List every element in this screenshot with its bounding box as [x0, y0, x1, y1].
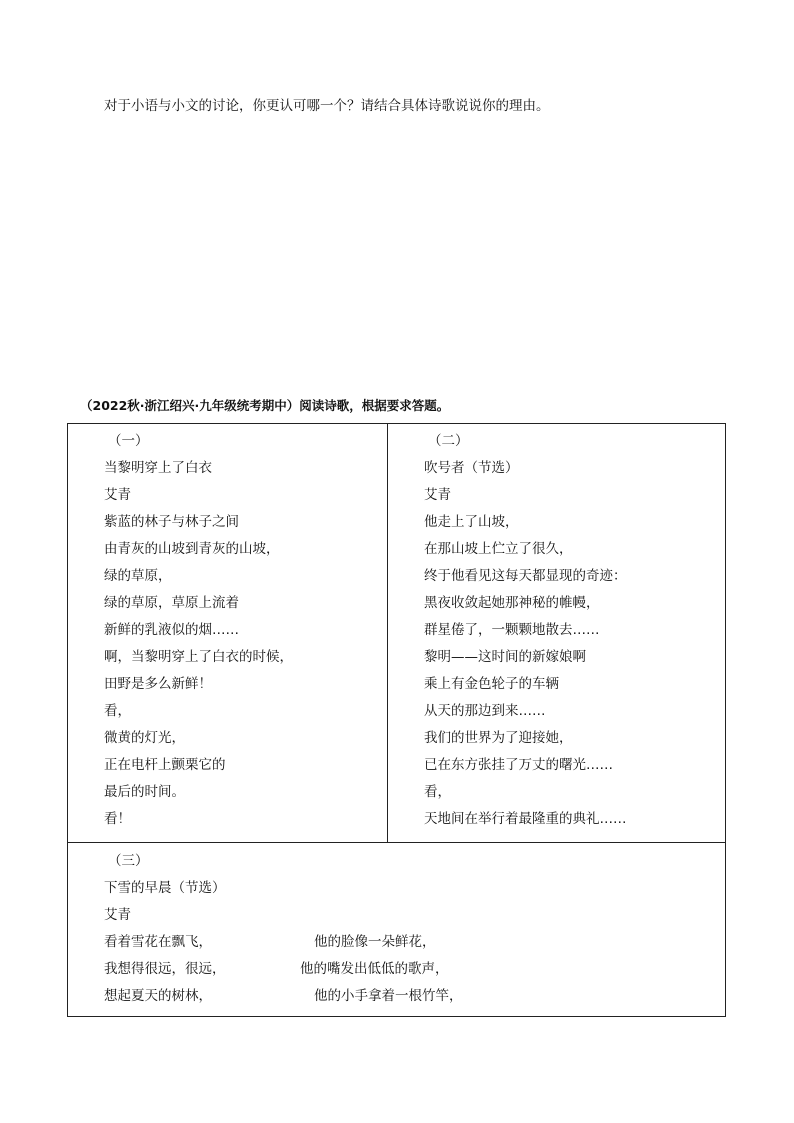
- poem-3-row: [104, 956, 704, 983]
- poem-3-row: [104, 983, 704, 1010]
- poem-line: 天地间在举行着最隆重的典礼……: [424, 811, 627, 827]
- poem-line: 新鲜的乳液似的烟……: [104, 622, 239, 638]
- poem-1-cell: [104, 428, 293, 833]
- poem-1-number: （一）: [108, 433, 149, 449]
- poem-line: 看，: [424, 784, 451, 800]
- poem-line: 我们的世界为了迎接她，: [424, 730, 573, 746]
- poem-line: 在那山坡上伫立了很久，: [424, 541, 573, 557]
- poem-line: 黎明——这时间的新嫁娘啊: [424, 649, 586, 665]
- poem-line: 正在电杆上颤栗它的: [104, 757, 226, 773]
- poem-line: 最后的时间。: [104, 784, 185, 800]
- poem-line: 微黄的灯光，: [104, 730, 185, 746]
- poem-line: 终于他看见这每天都显现的奇迹：: [424, 568, 627, 584]
- source-heading: （2022秋·浙江绍兴·九年级统考期中）阅读诗歌，根据要求答题。: [80, 398, 450, 413]
- poem-line: 乘上有金色轮子的车辆: [424, 676, 559, 692]
- poem-line: 从天的那边到来……: [424, 703, 546, 719]
- poem-line: 已在东方张挂了万丈的曙光……: [424, 757, 613, 773]
- poem-line: 他的嘴发出低低的歌声，: [300, 961, 449, 977]
- poem-line: 由青灰的山坡到青灰的山坡，: [104, 541, 280, 557]
- poem-3-title: 下雪的早晨（节选）: [104, 880, 226, 896]
- poem-table: [67, 423, 726, 1017]
- poem-line: 看，: [104, 703, 131, 719]
- poem-line: 看着雪花在飘飞，: [104, 934, 212, 950]
- poem-line: 绿的草原，草原上流着: [104, 595, 239, 611]
- poem-3-cell: [104, 848, 704, 1010]
- poem-line: 啊，当黎明穿上了白衣的时候，: [104, 649, 293, 665]
- poem-line: 他的脸像一朵鲜花，: [314, 934, 436, 950]
- poem-line: 黑夜收敛起她那神秘的帷幔，: [424, 595, 600, 611]
- poem-line: 想起夏天的树林，: [104, 988, 212, 1004]
- poem-2-cell: [424, 428, 627, 833]
- poem-line: 他的小手拿着一根竹竿，: [314, 988, 463, 1004]
- vertical-divider: [387, 424, 388, 842]
- poem-line: 他走上了山坡，: [424, 514, 519, 530]
- poem-3-number: （三）: [108, 853, 149, 869]
- poem-line: 紫蓝的林子与林子之间: [104, 514, 239, 530]
- poem-1-title: 当黎明穿上了白衣: [104, 460, 212, 476]
- poem-2-title: 吹号者（节选）: [424, 460, 519, 476]
- poem-line: 看！: [104, 811, 131, 827]
- poem-3-author: 艾青: [104, 907, 131, 923]
- poem-3-row: [104, 929, 704, 956]
- question-text: 对于小语与小文的讨论，你更认可哪一个？请结合具体诗歌说说你的理由。: [104, 98, 550, 114]
- poem-line: 绿的草原，: [104, 568, 172, 584]
- poem-2-number: （二）: [428, 433, 469, 449]
- poem-line: 田野是多么新鲜！: [104, 676, 212, 692]
- poem-line: 我想得很远，很远，: [104, 961, 226, 977]
- horizontal-divider: [68, 842, 725, 843]
- poem-line: 群星倦了，一颗颗地散去……: [424, 622, 600, 638]
- poem-1-author: 艾青: [104, 487, 131, 503]
- poem-2-author: 艾青: [424, 487, 451, 503]
